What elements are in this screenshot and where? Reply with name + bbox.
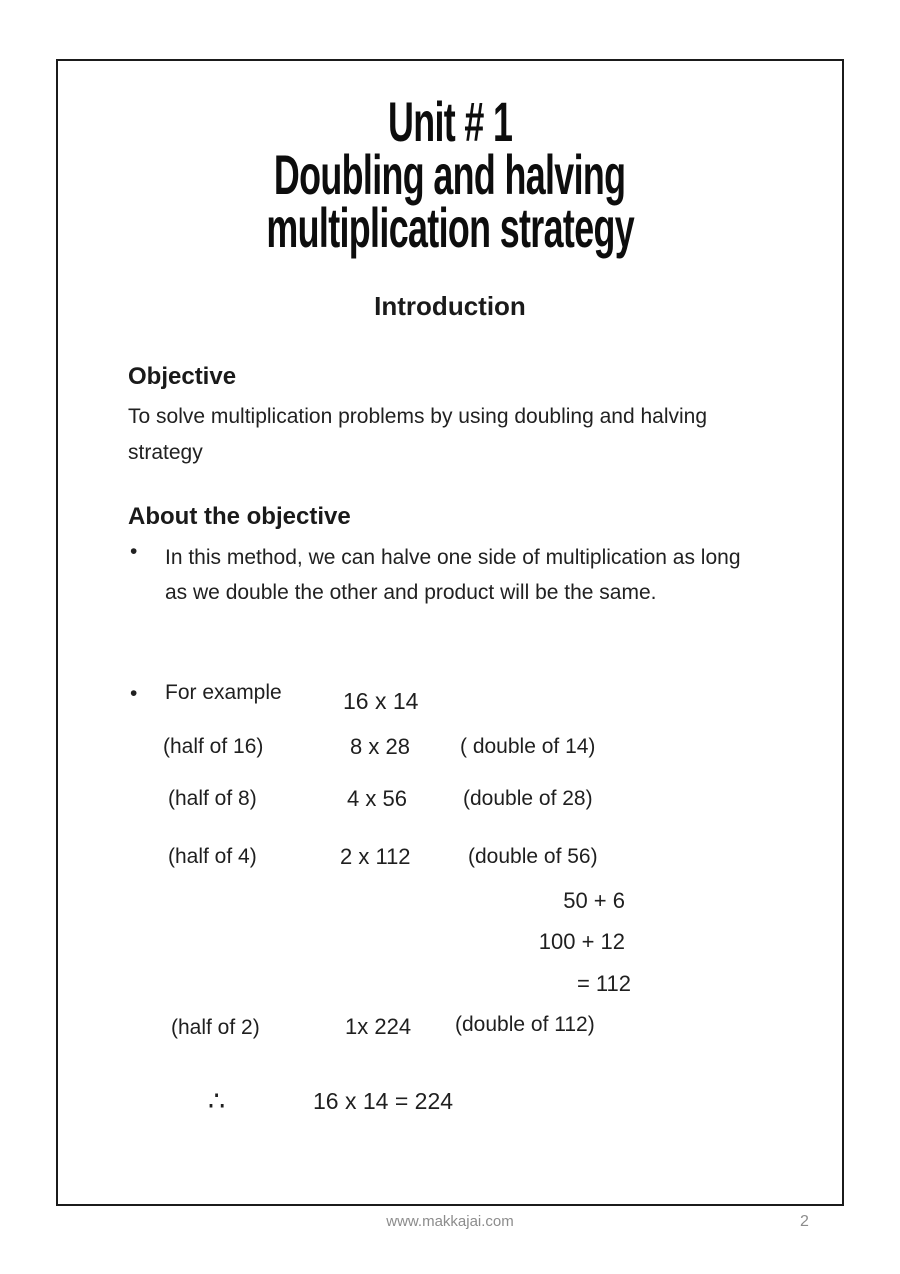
unit-title-line-3: multiplication strategy	[266, 196, 634, 259]
product-expression: 1x 224	[345, 1014, 412, 1039]
unit-title-line-1: Unit # 1	[387, 90, 513, 153]
footer-page-number: 2	[800, 1213, 809, 1230]
double-step-label: ( double of 14)	[460, 735, 596, 758]
example-start-expression: 16 x 14	[343, 688, 419, 714]
objective-body-text: To solve multiplication problems by using doubling and halving strategy	[128, 405, 708, 464]
half-step-label: (half of 4)	[168, 845, 257, 868]
introduction-heading: Introduction	[374, 291, 526, 321]
working-line: 50 + 6	[563, 888, 625, 913]
half-step-label: (half of 8)	[168, 787, 257, 810]
conclusion-equation: 16 x 14 = 224	[313, 1088, 454, 1114]
therefore-symbol: ∴	[208, 1086, 226, 1116]
unit-title-line-2: Doubling and halving	[274, 143, 626, 206]
bullet-icon: •	[130, 540, 138, 563]
objective-heading: Objective	[128, 363, 237, 390]
half-step-label: (half of 16)	[163, 735, 264, 758]
half-step-label: (half of 2)	[171, 1016, 260, 1039]
footer-website: www.makkajai.com	[386, 1213, 514, 1230]
double-step-label: (double of 112)	[455, 1013, 595, 1036]
working-line: 100 + 12	[538, 929, 625, 954]
bullet-icon: •	[130, 682, 138, 705]
product-expression: 8 x 28	[350, 734, 410, 759]
double-step-label: (double of 28)	[463, 787, 593, 810]
double-step-label: (double of 56)	[468, 845, 598, 868]
working-line: = 112	[576, 971, 631, 996]
product-expression: 2 x 112	[340, 844, 411, 869]
for-example-label: For example	[165, 681, 282, 704]
unit-title	[0, 90, 900, 259]
about-objective-heading: About the objective	[128, 503, 351, 530]
about-objective-point: In this method, we can halve one side of multiplication as long as we double the other and product will be the same.	[165, 546, 741, 604]
product-expression: 4 x 56	[347, 786, 407, 811]
